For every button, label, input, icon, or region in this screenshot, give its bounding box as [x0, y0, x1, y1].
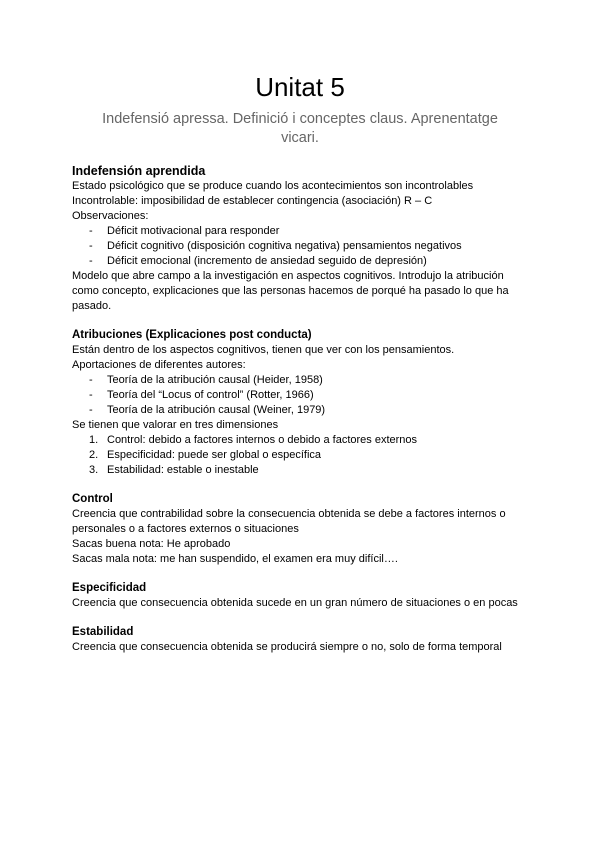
- bullet-list: [72, 224, 528, 269]
- section-heading: Especificidad: [72, 582, 147, 594]
- paragraph: Modelo que abre campo a la investigación en aspectos cognitivos. Introdujo la atribución como concepto, explicaciones que las personas hacemos de porqué ha pasado lo que ha pasado.: [72, 270, 509, 312]
- paragraph-line: Observaciones:: [72, 210, 149, 222]
- paragraph: Creencia que contrabilidad sobre la consecuencia obtenida se debe a factores internos o personales o a factores externos o situaciones: [72, 508, 506, 535]
- paragraph-line: Aportaciones de diferentes autores:: [72, 359, 246, 371]
- list-item: [89, 463, 528, 478]
- section-control: [72, 492, 528, 567]
- section-heading: Atribuciones (Explicaciones post conducta): [72, 329, 312, 341]
- list-item: - Teoría de la atribución causal (Heider, 1958): [89, 373, 528, 388]
- paragraph-line: Incontrolable: imposibilidad de establecer contingencia (asociación) R – C: [72, 195, 433, 207]
- paragraph-line: Creencia que consecuencia obtenida se producirá siempre o no, solo de forma temporal: [72, 641, 502, 653]
- paragraph-line: Creencia que consecuencia obtenida sucede en un gran número de situaciones o en pocas: [72, 597, 518, 609]
- list-number: 1.: [89, 434, 99, 446]
- list-item-text: Control: debido a factores internos o debido a factores externos: [107, 434, 418, 446]
- paragraph-line: Estado psicológico que se produce cuando los acontecimientos son incontrolables: [72, 180, 474, 192]
- list-number: 2.: [89, 449, 99, 461]
- list-item: - Déficit motivacional para responder: [89, 224, 528, 239]
- list-item: - Déficit emocional (incremento de ansiedad seguido de depresión): [89, 254, 528, 269]
- list-item: - Teoría de la atribución causal (Weiner, 1979): [89, 403, 528, 418]
- bullet-list: [72, 373, 528, 418]
- list-item: - Teoría del “Locus of control” (Rotter, 1966): [89, 388, 528, 403]
- section-indefension: [72, 163, 528, 314]
- numbered-list: [72, 433, 528, 478]
- section-estabilidad: [72, 625, 528, 655]
- list-number: 3.: [89, 464, 99, 476]
- list-item: [89, 448, 528, 463]
- section-atribuciones: [72, 328, 528, 478]
- section-heading: Indefensión aprendida: [72, 164, 206, 178]
- paragraph-line: Se tienen que valorar en tres dimensiones: [72, 419, 279, 431]
- list-item-text: Especificidad: puede ser global o específica: [107, 449, 322, 461]
- section-heading: Control: [72, 493, 113, 505]
- list-item: [89, 433, 528, 448]
- section-especificidad: [72, 581, 528, 611]
- paragraph-line: Sacas mala nota: me han suspendido, el examen era muy difícil….: [72, 553, 398, 565]
- list-item-text: Estabilidad: estable o inestable: [107, 464, 259, 476]
- section-heading: Estabilidad: [72, 626, 134, 638]
- page-subtitle: Indefensió apressa. Definició i conceptes claus. Aprenentatge vicari.: [102, 111, 498, 146]
- paragraph-line: Están dentro de los aspectos cognitivos, tienen que ver con los pensamientos.: [72, 344, 455, 356]
- page-title: Unitat 5: [255, 72, 345, 102]
- paragraph-line: Sacas buena nota: He aprobado: [72, 538, 231, 550]
- list-item: - Déficit cognitivo (disposición cognitiva negativa) pensamientos negativos: [89, 239, 528, 254]
